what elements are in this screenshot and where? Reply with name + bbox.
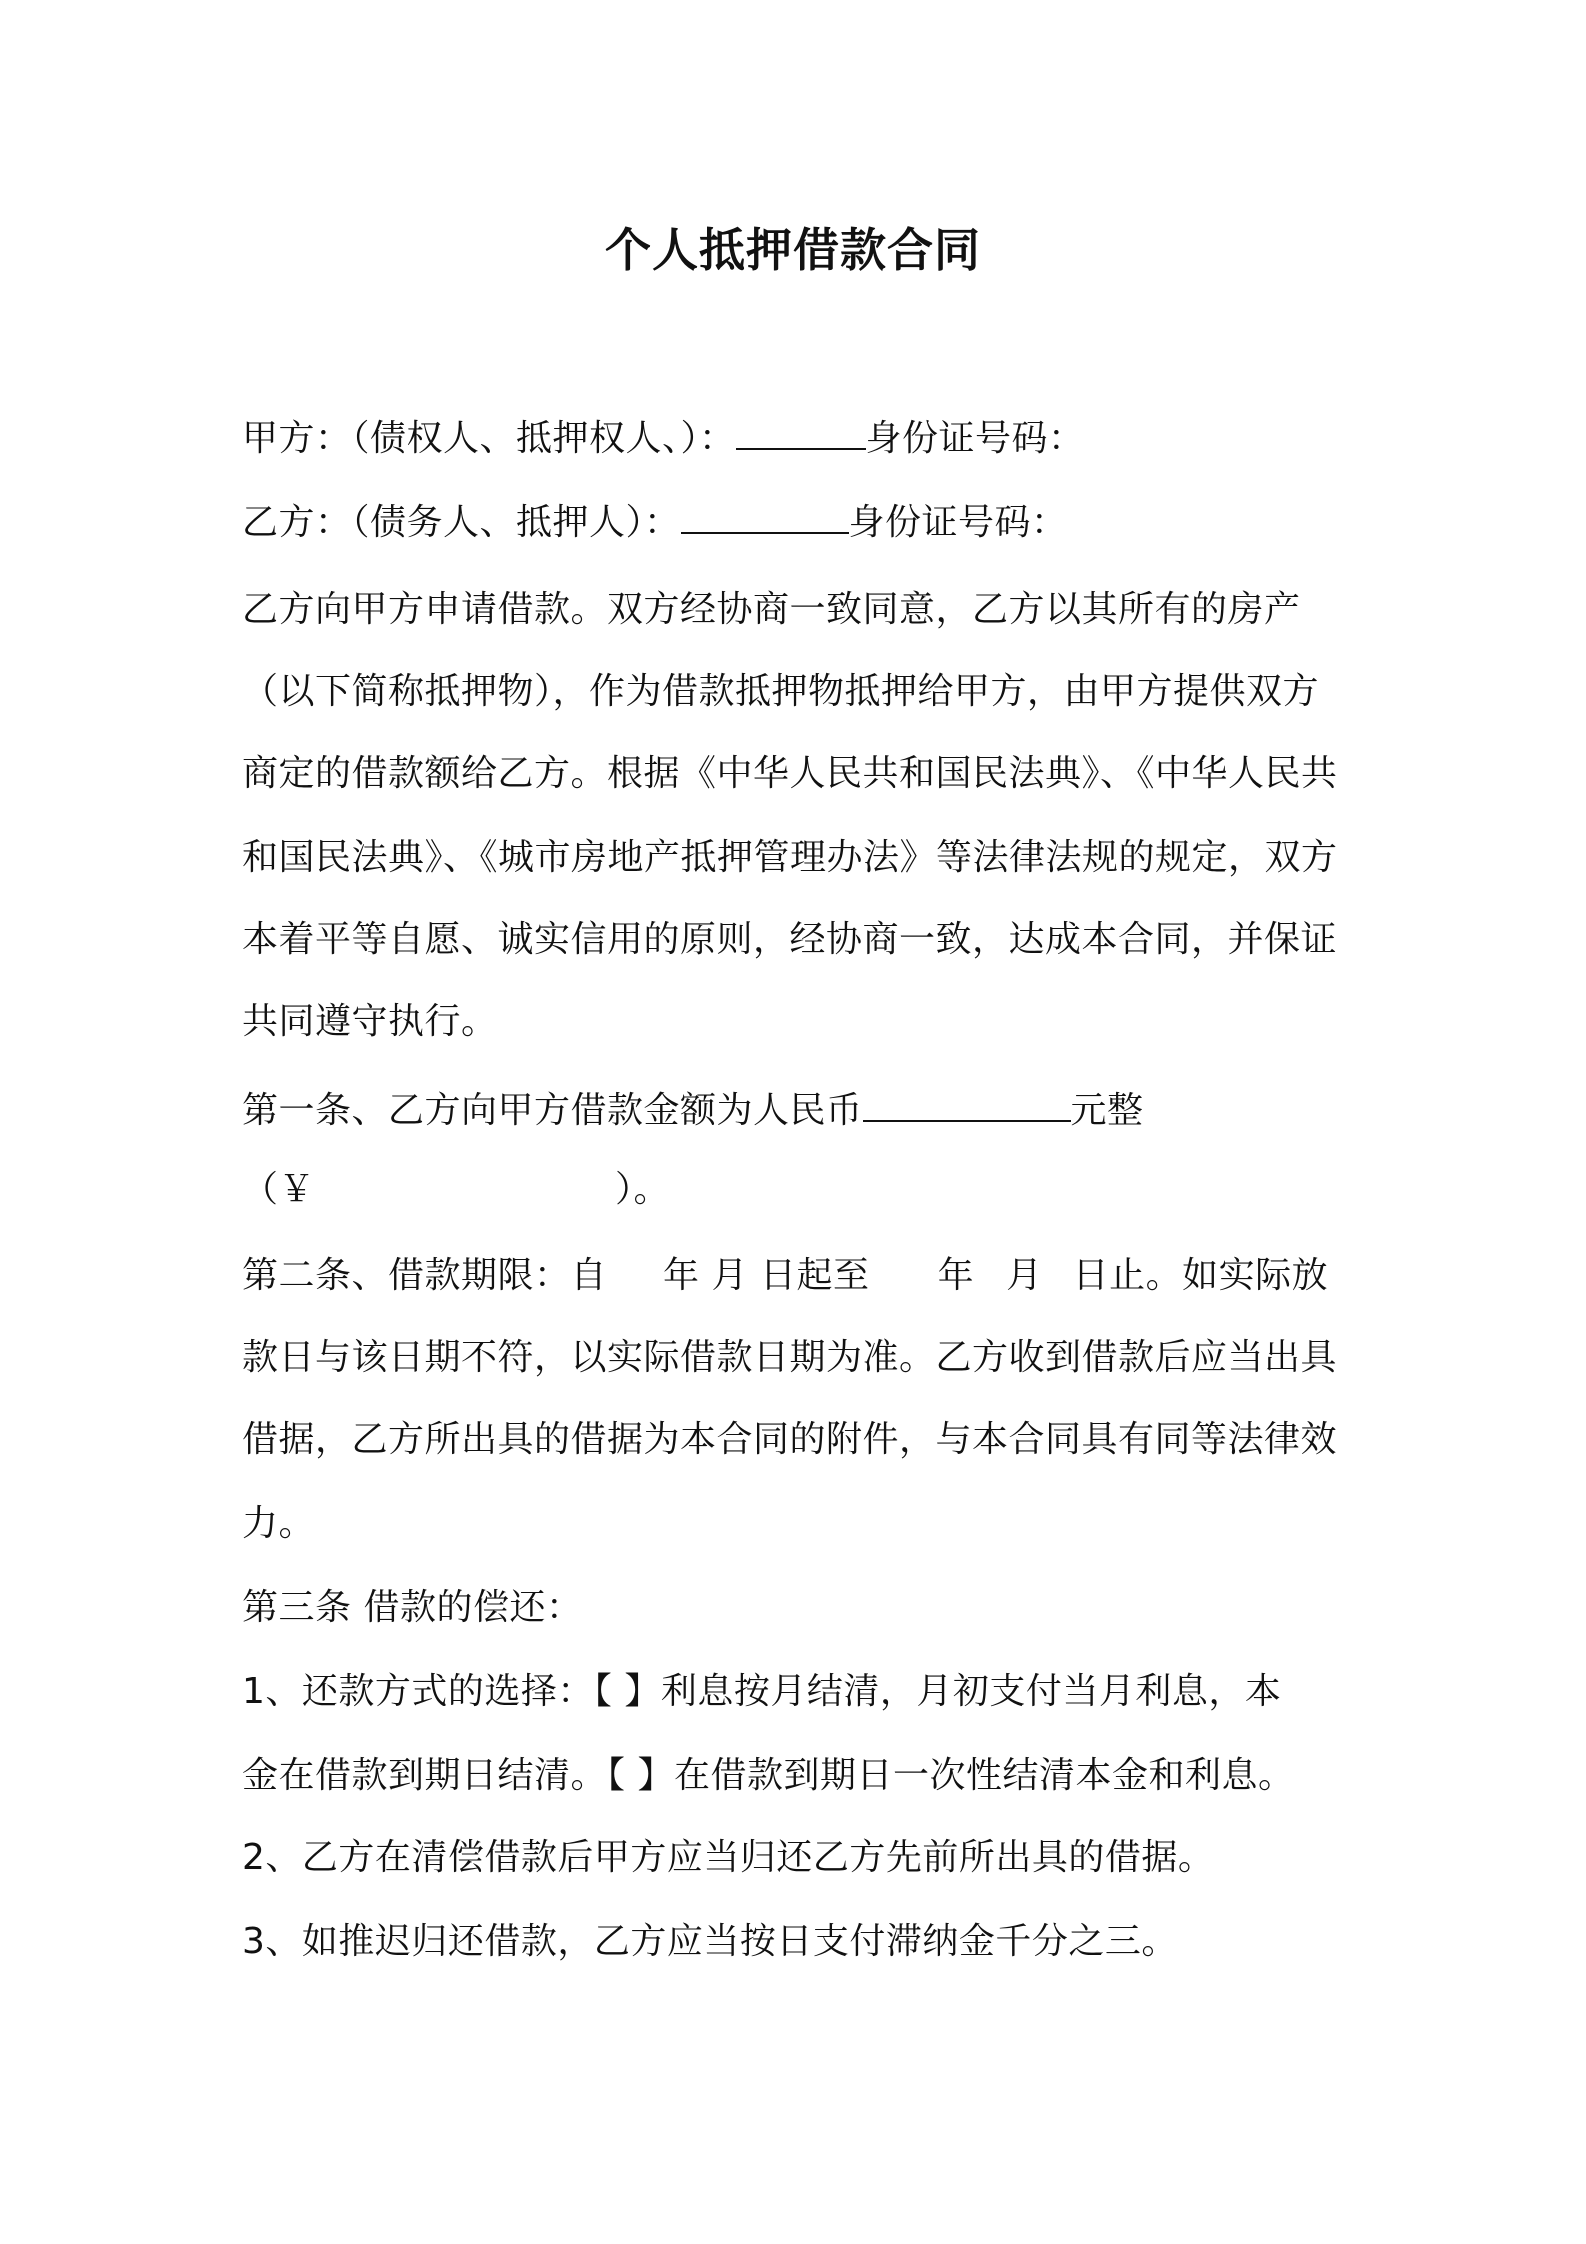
article1-amount-blank: [863, 1082, 1071, 1122]
preamble-line-1: 乙方向甲方申请借款。双方经协商一致同意，乙方以其所有的房产: [242, 589, 1301, 630]
article1-yen-line: [242, 1164, 1362, 1216]
article2-month2: 月: [1006, 1255, 1043, 1296]
party-b-name-blank: [681, 494, 849, 534]
article2-part1: 第二条、借款期限：自: [242, 1255, 608, 1296]
party-a-label: 甲方：（债权人、抵押权人、）：: [242, 418, 736, 459]
article3-item2: 2、乙方在清偿借款后甲方应当归还乙方先前所出具的借据。: [242, 1837, 1215, 1878]
party-a-name-blank: [736, 410, 866, 450]
article2-year1: 年: [663, 1255, 700, 1296]
party-a-id-label: 身份证号码：: [865, 418, 1085, 459]
article3-item3: 3、如推迟归还借款，乙方应当按日支付滞纳金千分之三。: [242, 1921, 1178, 1962]
article3-heading: 第三条 借款的偿还：: [242, 1587, 583, 1628]
article1-prefix: 第一条、乙方向甲方借款金额为人民币: [242, 1090, 863, 1131]
party-b-label: 乙方：（债务人、抵押人）：: [242, 502, 681, 543]
article2-line-2: 款日与该日期不符，以实际借款日期为准。乙方收到借款后应当出具: [242, 1337, 1338, 1378]
party-b-id-label: 身份证号码：: [848, 502, 1068, 543]
document-title: 个人抵押借款合同: [605, 223, 981, 277]
article2-day1: 日起至: [760, 1255, 870, 1296]
preamble-line-3: 商定的借款额给乙方。根据《中华人民共和国民法典》、《中华人民共: [242, 753, 1338, 794]
preamble-line-5: 本着平等自愿、诚实信用的原则，经协商一致，达成本合同，并保证: [242, 919, 1338, 960]
article2-line-3: 借据，乙方所出具的借据为本合同的附件，与本合同具有同等法律效: [242, 1419, 1338, 1460]
preamble-line-6: 共同遵守执行。: [242, 1001, 498, 1042]
preamble-line-4: 和国民法典》、《城市房地产抵押管理办法》等法律法规的规定，双方: [242, 837, 1338, 878]
article2-year2: 年: [937, 1255, 975, 1296]
article3-item1-line1: 1、还款方式的选择：【 】利息按月结清，月初支付当月利息，本: [242, 1671, 1282, 1712]
article2-line-1: [242, 1250, 1362, 1302]
article2-line-4: 力。: [242, 1503, 316, 1544]
article1-yen-close: ）。: [615, 1169, 671, 1210]
article1-line: [242, 1082, 1362, 1134]
party-b-line: [242, 494, 1362, 546]
article2-month1: 月: [711, 1255, 749, 1296]
article3-item1-line2: 金在借款到期日结清。【 】在借款到期日一次性结清本金和利息。: [242, 1755, 1295, 1796]
party-a-line: [242, 410, 1362, 462]
article2-day2: 日止。如实际放: [1072, 1255, 1329, 1296]
article1-suffix: 元整: [1070, 1090, 1144, 1131]
preamble-line-2: （以下简称抵押物），作为借款抵押物抵押给甲方，由甲方提供双方: [242, 671, 1320, 712]
article1-yen-open: （￥: [242, 1169, 316, 1210]
